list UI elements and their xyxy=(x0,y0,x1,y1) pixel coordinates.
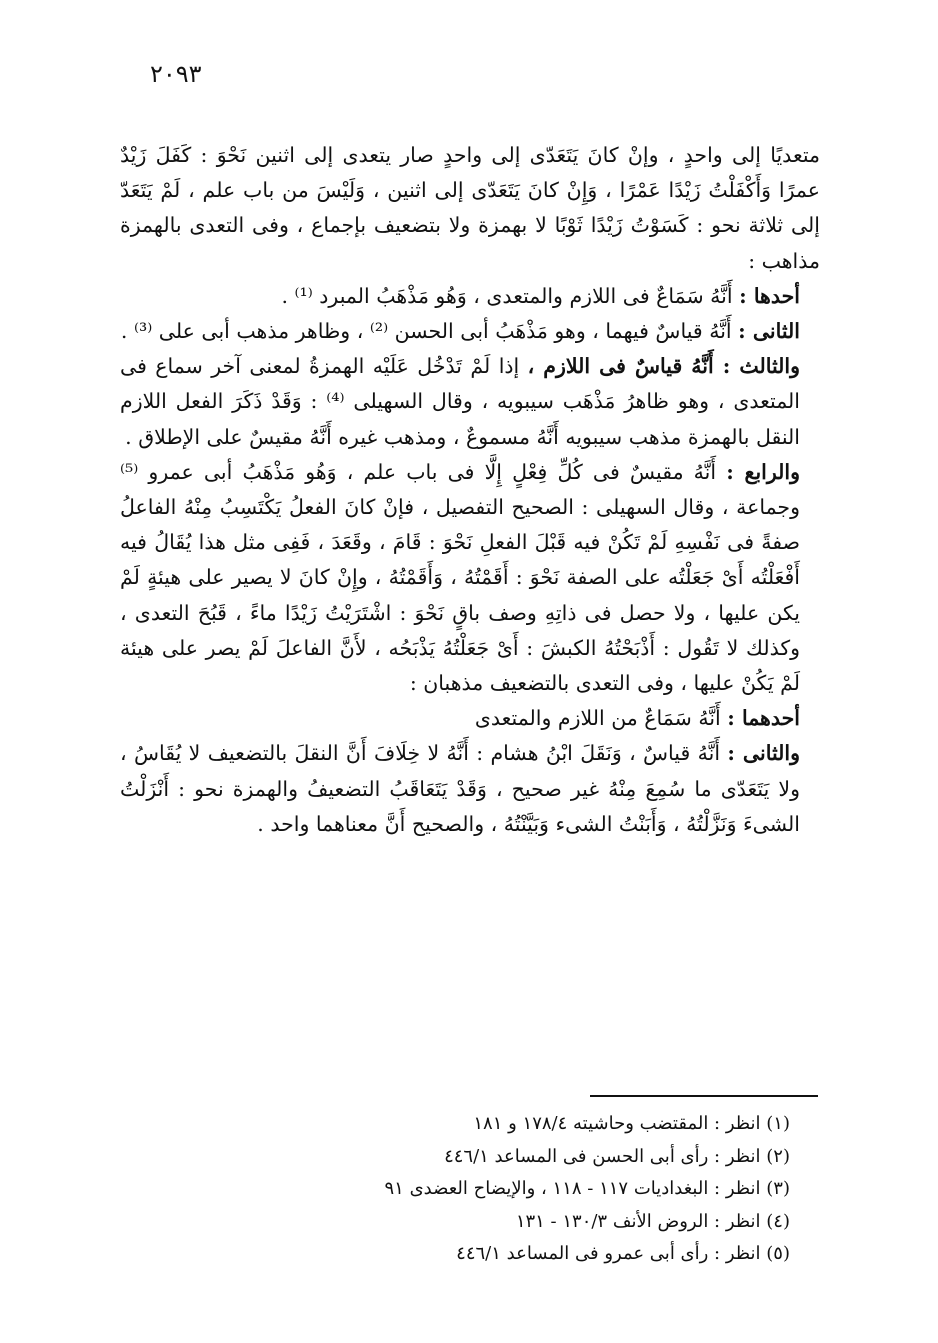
paragraph-lead: والرابع : xyxy=(726,459,800,484)
paragraph-fourth-opinion xyxy=(120,455,820,701)
footnote: (٣) انظر : البغداديات ١١٧ - ١١٨ ، والإيضاح العضدى ٩١ xyxy=(384,1178,790,1199)
paragraph-third-opinion xyxy=(120,349,820,455)
footnote: (٢) انظر : رأى أبى الحسن فى المساعد ٤٤٦/١ xyxy=(444,1145,790,1167)
paragraph-text: أَنَّهُ مقيسٌ فى كُلِّ فِعْلٍ إِلَّا فى باب علم ، وَهُو مَذْهَبُ أبى عمرو ⁽⁵⁾ وجماعة ، وقال السهيلى : الصحيح التفصيل ، فإنْ كانَ الفعلُ يَكْتَسِبُ مِنْهُ الفاعلُ صفةً فى نَفْسِهِ لَمْ تَكُنْ فيه قَبْلَ الفعلِ نَحْوَ : قَامَ ، وقَعَدَ ، فَفِى مثل هذا يُقَالُ فيه أَفْعَلْتُه أَىْ جَعَلْتُه على الصفة نَحْوَ : أَقَمْتُهُ ، وَأَقَمْتُهُ ، وإِنْ كانَ لا يصير على هيئةٍ لَمْ يكن عليها ، ولا حصل فى ذاتِهِ وصف باقٍ نَحْوَ : اشْتَرَيْتُ زَيْدًا ماءً ، قَبُحَ التعدى ، وكذلك لا تَقُول : أَذْبَحْتُهُ الكبشَ : أَىْ جَعَلْتُهُ يَذْبَحُه ، لأَنَّ الفاعلَ لَمْ يصر على هيئة لَمْ يَكُنْ عليها ، وفى التعدى بالتضعيف مذهبان : xyxy=(120,459,800,696)
paragraph-lead: أحدهما : xyxy=(727,706,800,731)
main-text xyxy=(120,138,820,842)
footnotes xyxy=(300,1108,790,1271)
paragraph-first-opinion xyxy=(120,279,820,314)
page-number: ٢٠٩٣ xyxy=(150,60,202,88)
paragraph-doubling-second xyxy=(120,736,820,842)
footnote: (٤) انظر : الروض الأنف ١٣٠/٣ - ١٣١ xyxy=(515,1210,790,1232)
paragraph-text: أَنَّهُ سَمَاعٌ فى اللازم والمتعدى ، وَهُو مَذْهَبُ المبرد ⁽¹⁾ . xyxy=(281,283,733,308)
paragraph-text: أَنَّهُ قياسٌ ، وَنَقَلَ ابْنُ هشام : أَنَّهُ لا خِلَافَ أَنَّ النقلَ بالتضعيف لا يُقَاسُ ، ولا يَتَعَدّى ما سُمِعَ مِنْهُ غير صحيح ، وَقَدْ يَتَعَاقَبُ التضعيفُ والهمزة نحو : أَنْزَلْتُ الشىءَ وَنَزَّلْتُهُ ، وَأَبَنْتُ الشىء وَبَيَّنْتُهُ ، والصحيح أَنَّ معناهما واحد . xyxy=(120,741,800,836)
paragraph-intro xyxy=(120,138,820,279)
paragraph-doubling-first xyxy=(120,701,820,736)
paragraph-lead: والثانى : xyxy=(727,741,800,766)
paragraph-text: أَنَّهُ سَمَاعٌ من اللازم والمتعدى xyxy=(474,706,721,731)
paragraph-lead: والثالث : أَنَّهُ قياسٌ فى اللازم ، xyxy=(527,354,800,379)
footnote-separator xyxy=(590,1095,818,1097)
footnote: (١) انظر : المقتضب وحاشيته ١٧٨/٤ و ١٨١ xyxy=(473,1113,790,1134)
paragraph-text: متعديًا إلى واحدٍ ، وإنْ كانَ يَتَعَدّى إلى واحدٍ صار يتعدى إلى اثنين نَحْوَ : كَفَلَ زَيْدٌ عمرًا وَأَكْفَلْتُ زَيْدًا عَمْرًا ، وَإِنْ كانَ يَتَعَدّى إلى اثنين ، وَلَيْسَ من باب علم ، لَمْ يَتَعَدّ إلى ثلاثة نحو : كَسَوْتُ زَيْدًا ثَوْبًا لا بهمزة ولا بتضعيف بإجماع ، وفى التعدى بالهمزة مذاهب : xyxy=(120,143,820,273)
paragraph-text: إذا لَمْ تَدْخُل عَلَيْه الهمزةُ لمعنى آخر سماع فى المتعدى ، وهو ظاهرُ مَذْهَب سيبويه ، وقال السهيلى ⁽⁴⁾ : وَقَدْ ذَكَرَ الفعل اللازم النقل بالهمزة مذهب سيبويه أَنَّهُ مسموعٌ ، ومذهب غيره أَنَّهُ مقيسٌ على الإطلاق . xyxy=(120,354,800,449)
footnote: (٥) انظر : رأى أبى عمرو فى المساعد ٤٤٦/١ xyxy=(456,1243,790,1264)
paragraph-lead: الثانى : xyxy=(738,319,800,344)
paragraph-second-opinion xyxy=(120,314,820,349)
paragraph-lead: أحدها : xyxy=(739,283,800,308)
paragraph-text: أَنَّهُ قياسٌ فيهما ، وهو مَذْهَبُ أبى الحسن ⁽²⁾ ، وظاهر مذهب أبى على ⁽³⁾ . xyxy=(120,319,732,344)
